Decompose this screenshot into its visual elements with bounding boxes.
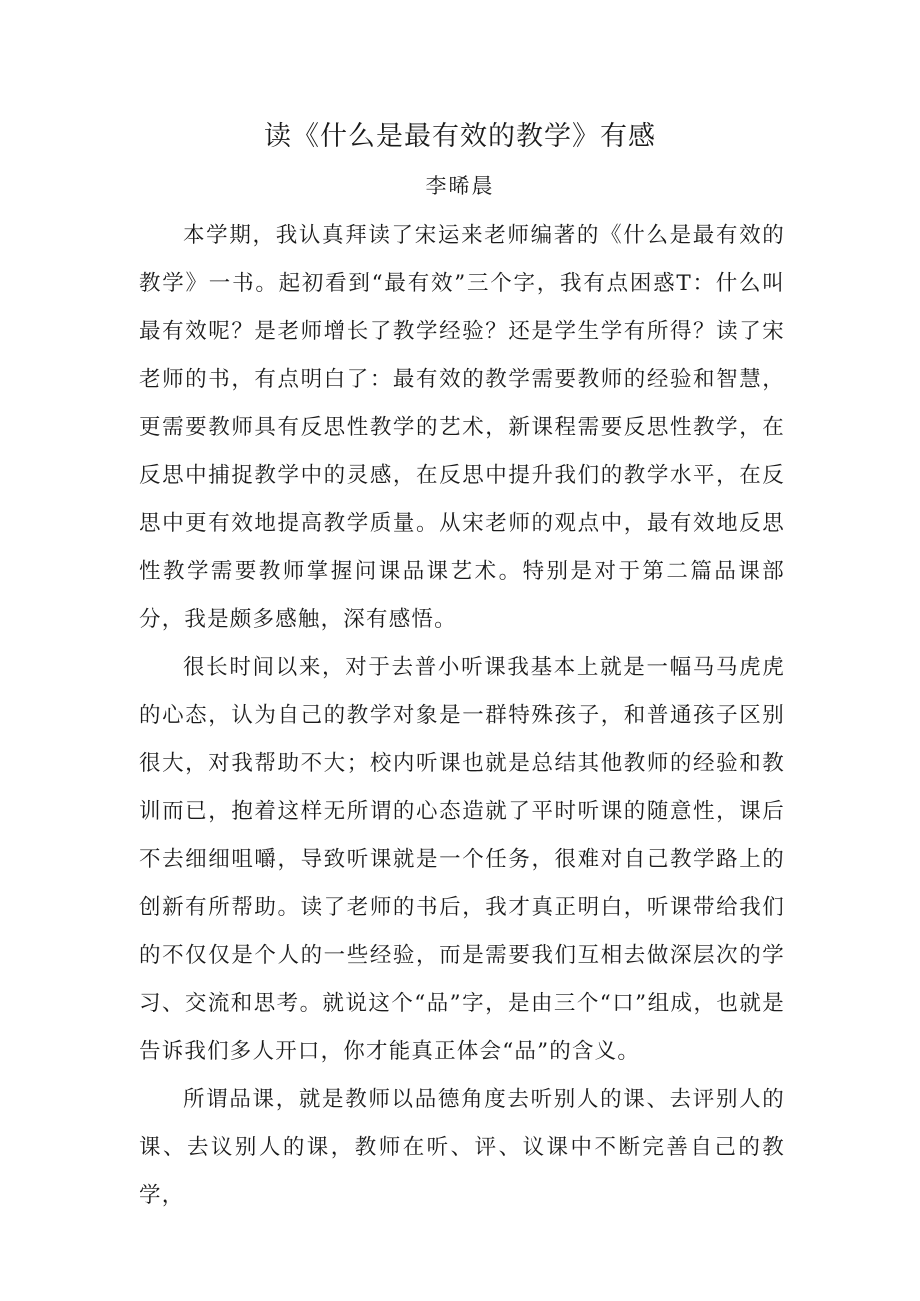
document-body <box>139 212 785 1220</box>
paragraph: 本学期，我认真拜读了宋运来老师编著的《什么是最有效的教学》一书。起初看到“最有效”三个字，我有点困惑T：什么叫最有效呢？是老师增长了教学经验？还是学生学有所得？读了宋老师的书，有点明白了：最有效的教学需要教师的经验和智慧，更需要教师具有反思性教学的艺术，新课程需要反思性教学，在反思中捕捉教学中的灵感，在反思中提升我们的教学水平，在反思中更有效地提高教学质量。从宋老师的观点中，最有效地反思性教学需要教师掌握问课品课艺术。特别是对于第二篇品课部分，我是颇多感触，深有感悟。 <box>139 223 785 632</box>
document-title: 读《什么是最有效的教学》有感 <box>264 121 656 152</box>
paragraph: 所谓品课，就是教师以品德角度去听别人的课、去评别人的课、去议别人的课，教师在听、评、议课中不断完善自己的教学， <box>139 1087 785 1208</box>
author-name: 李晞晨 <box>425 174 495 198</box>
paragraph: 很长时间以来，对于去普小听课我基本上就是一幅马马虎虎的心态，认为自己的教学对象是一群特殊孩子，和普通孩子区别很大，对我帮助不大；校内听课也就是总结其他教师的经验和教训而已，抱着这样无所谓的心态造就了平时听课的随意性，课后不去细细咀嚼，导致听课就是一个任务，很难对自己教学路上的创新有所帮助。读了老师的书后，我才真正明白，听课带给我们的不仅仅是个人的一些经验，而是需要我们互相去做深层次的学习、交流和思考。就说这个“品”字，是由三个“口”组成，也就是告诉我们多人开口，你才能真正体会“品”的含义。 <box>139 655 785 1064</box>
